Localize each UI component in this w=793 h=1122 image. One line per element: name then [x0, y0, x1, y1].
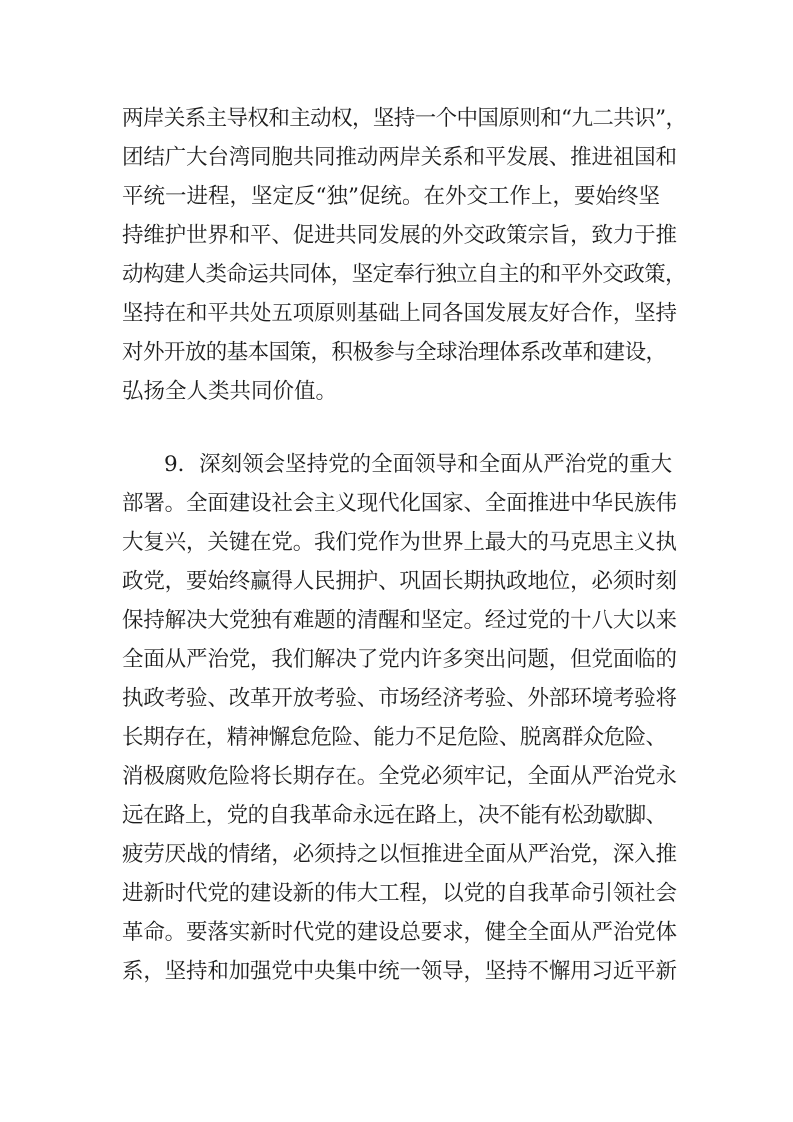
text-line: 两岸关系主导权和主动权，坚持一个中国原则和“九二共识”， — [122, 106, 687, 131]
text-line: 动构建人类命运共同体，坚定奉行独立自主的和平外交政策， — [122, 262, 686, 287]
text-line: 持维护世界和平、促进共同发展的外交政策宗旨，致力于推 — [122, 223, 677, 248]
section-heading-line: 9．深刻领会坚持党的全面领导和全面从严治党的重大 — [164, 452, 673, 477]
text-line: 弘扬全人类共同价值。 — [122, 379, 338, 404]
text-line: 全面从严治党，我们解决了党内许多突出问题，但党面临的 — [122, 647, 677, 672]
text-line: 对外开放的基本国策，积极参与全球治理体系改革和建设， — [122, 340, 667, 365]
text-line: 保持解决大党独有难题的清醒和坚定。经过党的十八大以来 — [122, 608, 677, 633]
text-line: 执政考验、改革开放考验、市场经济考验、外部环境考验将 — [122, 686, 677, 711]
text-line: 团结广大台湾同胞共同推动两岸关系和平发展、推进祖国和 — [122, 145, 677, 170]
text-line: 革命。要落实新时代党的建设总要求，健全全面从严治党体 — [122, 920, 677, 945]
text-line: 长期存在，精神懈怠危险、能力不足危险、脱离群众危险、 — [122, 725, 667, 750]
text-line: 政党，要始终赢得人民拥护、巩固长期执政地位，必须时刻 — [122, 569, 677, 594]
text-line: 消极腐败危险将长期存在。全党必须牢记，全面从严治党永 — [122, 764, 677, 789]
text-line: 坚持在和平共处五项原则基础上同各国发展友好合作，坚持 — [122, 301, 677, 326]
text-line: 大复兴，关键在党。我们党作为世界上最大的马克思主义执 — [122, 530, 677, 555]
text-line: 平统一进程，坚定反“独”促统。在外交工作上，要始终坚 — [122, 184, 660, 209]
text-line: 远在路上，党的自我革命永远在路上，决不能有松劲歇脚、 — [122, 803, 667, 828]
text-line: 系，坚持和加强党中央集中统一领导，坚持不懈用习近平新 — [122, 959, 677, 984]
text-line: 进新时代党的建设新的伟大工程，以党的自我革命引领社会 — [122, 881, 677, 906]
text-line: 疲劳厌战的情绪，必须持之以恒推进全面从严治党，深入推 — [122, 842, 677, 867]
text-line: 部署。全面建设社会主义现代化国家、全面推进中华民族伟 — [122, 491, 677, 516]
